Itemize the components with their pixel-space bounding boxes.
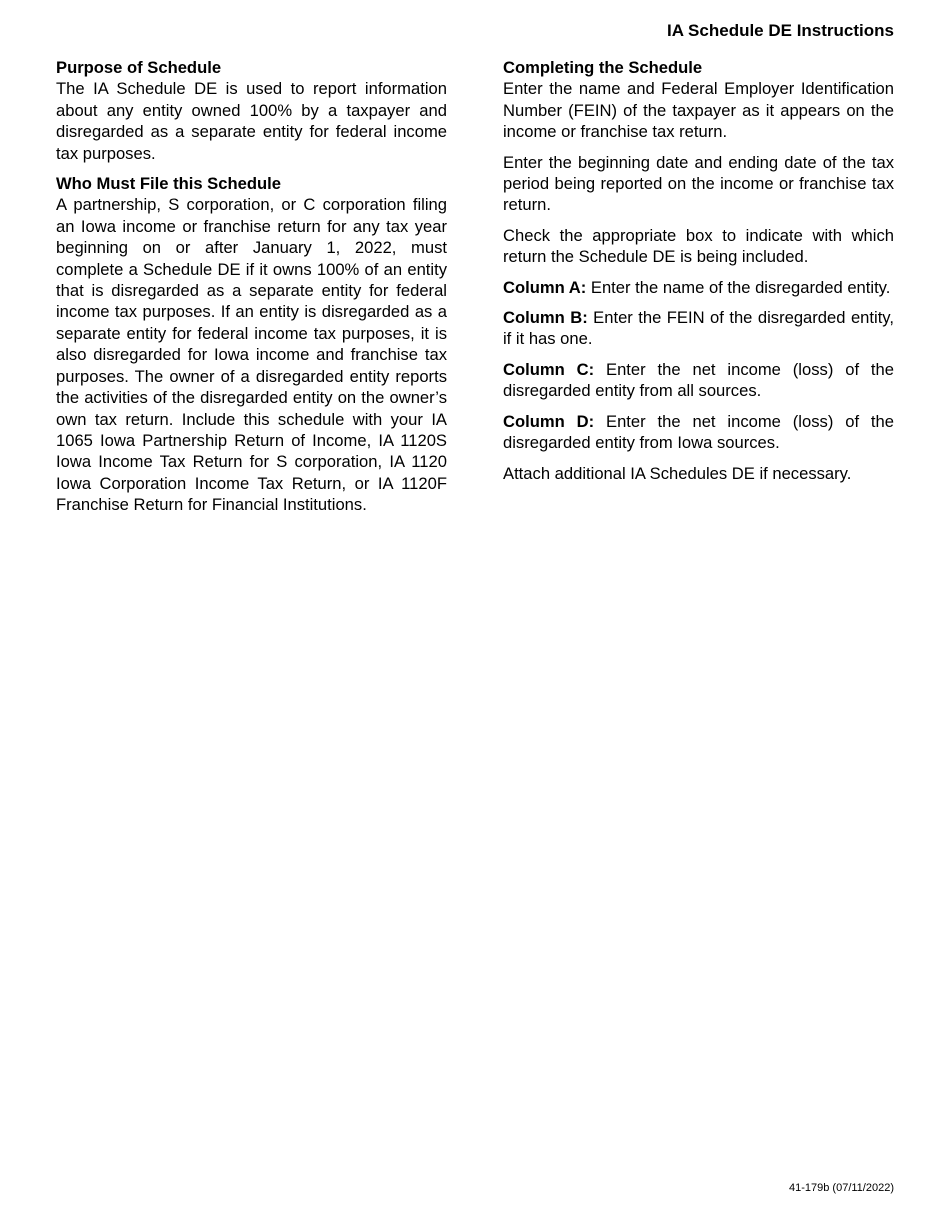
column-c-label: Column C: <box>503 359 595 379</box>
who-must-file-heading: Who Must File this Schedule <box>56 174 281 194</box>
column-c-text: Enter the net income (loss) of the disregarded entity from all sources. <box>503 359 894 401</box>
completing-paragraph-3: Check the appropriate box to indicate with which return the Schedule DE is being included. <box>503 225 894 267</box>
column-b-instruction <box>503 307 894 350</box>
column-d-text: Enter the net income (loss) of the disregarded entity from Iowa sources. <box>503 411 894 453</box>
form-id: 41-179b (07/11/2022) <box>789 1182 894 1194</box>
column-c-instruction <box>503 359 894 402</box>
right-column <box>503 57 894 484</box>
column-a-instruction <box>503 277 894 298</box>
column-b-label: Column B: <box>503 308 588 328</box>
completing-heading: Completing the Schedule <box>503 58 703 77</box>
completing-paragraph-2: Enter the beginning date and ending date of the tax period being reported on the income or franchise tax return. <box>503 152 894 215</box>
purpose-text: The IA Schedule DE is used to report information about any entity owned 100% by a taxpayer and disregarded as a separate entity for federal income tax purposes. <box>56 79 447 163</box>
page-title: IA Schedule DE Instructions <box>666 21 894 40</box>
column-d-instruction <box>503 411 894 454</box>
column-a-label: Column A: <box>503 277 587 297</box>
column-b-text: Enter the FEIN of the disregarded entity, if it has one. <box>503 308 894 349</box>
purpose-heading: Purpose of Schedule <box>56 58 222 77</box>
closing-paragraph: Attach additional IA Schedules DE if necessary. <box>503 463 852 483</box>
column-a-text: Enter the name of the disregarded entity. <box>586 277 891 297</box>
left-column <box>56 57 447 516</box>
who-must-file-text: A partnership, S corporation, or C corporation filing an Iowa income or franchise return for any tax year beginning on or after January 1, 2022, must complete a Schedule DE if it owns 100% of an entity that is disregarded as a separate entity for federal income tax purposes. If an entity is disregarded as a separate entity for federal income tax purposes, it is also disregarded for Iowa income and franchise tax purposes. The owner of a disregarded entity reports the activities of the disregarded entity on the owner’s own tax return. Include this schedule with your IA 1065 Iowa Partnership Return of Income, IA 1120S Iowa Income Tax Return for S corporation, IA 1120 Iowa Corporation Income Tax Return, or IA 1120F Franchise Return for Financial Institutions. <box>56 195 447 515</box>
completing-paragraph-1: Enter the name and Federal Employer Identification Number (FEIN) of the taxpayer as it appears on the income or franchise tax return. <box>503 79 894 142</box>
column-d-label: Column D: <box>503 411 595 431</box>
